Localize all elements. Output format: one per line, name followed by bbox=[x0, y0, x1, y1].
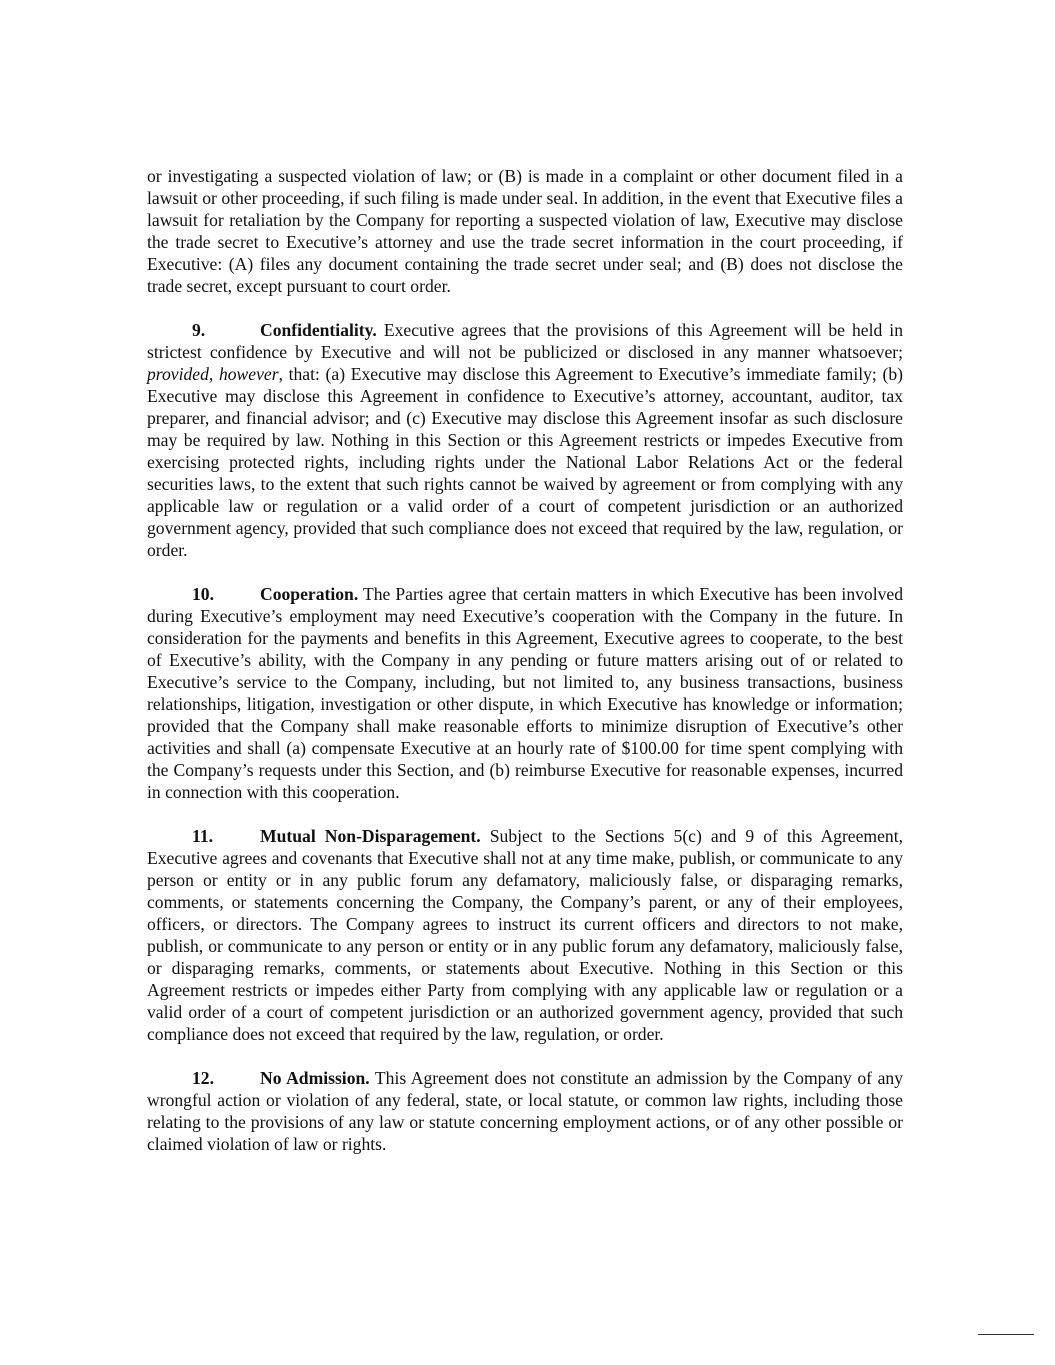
section-text: This Agreement does not constitute an admission by the Company of any wrongful action or violation of any federal, state, or local statute, or common law rights, including those relating to the provisions of any law or statute concerning employment actions, or of any other possible or claimed violation of law or rights. bbox=[147, 1068, 903, 1154]
section-cooperation bbox=[147, 583, 903, 803]
section-text: , that: (a) Executive may disclose this Agreement to Executive’s immediate family; (b) Executive may disclose this Agreement in confidence to Executive’s attorney, accountant, auditor, tax preparer, and financial advisor; and (c) Executive may disclose this Agreement insofar as such disclosure may be required by law. Nothing in this Section or this Agreement restricts or impedes Executive from exercising protected rights, including rights under the National Labor Relations Act or the federal securities laws, to the extent that such rights cannot be waived by agreement or from complying with any applicable law or regulation or a valid order of a court of competent jurisdiction or an authorized government agency, provided that such compliance does not exceed that required by the law, regulation, or order. bbox=[147, 364, 903, 560]
footer-rule bbox=[978, 1334, 1034, 1335]
section-number: 10. bbox=[192, 584, 214, 604]
section-heading: Mutual Non-Disparagement. bbox=[260, 826, 481, 846]
section-text: Subject to the Sections 5(c) and 9 of this Agreement, Executive agrees and covenants that Executive shall not at any time make, publish, or communicate to any person or entity or in any public forum any defamatory, maliciously false, or disparaging remarks, comments, or statements concerning the Company, the Company’s parent, or any of their employees, officers, or directors. The Company agrees to instruct its current officers and directors to not make, publish, or communicate to any person or entity or in any public forum any defamatory, maliciously false, or disparaging remarks, comments, or statements about Executive. Nothing in this Section or this Agreement restricts or impedes either Party from complying with any applicable law or regulation or a valid order of a court of competent jurisdiction or an authorized government agency, provided that such compliance does not exceed that required by the law, regulation, or order. bbox=[147, 826, 903, 1044]
section-italic-text: provided, however bbox=[147, 364, 279, 384]
section-mutual-non-disparagement bbox=[147, 825, 903, 1045]
section-confidentiality bbox=[147, 319, 903, 561]
section-heading: Cooperation. bbox=[260, 584, 359, 604]
section-text: Executive agrees that the provisions of this Agreement will be held in strictest confidence by Executive and will not be publicized or disclosed in any manner whatsoever; bbox=[147, 320, 903, 362]
section-heading: No Admission. bbox=[260, 1068, 370, 1088]
document-body bbox=[147, 165, 903, 1177]
section-heading: Confidentiality. bbox=[260, 320, 377, 340]
section-number: 11. bbox=[192, 826, 214, 846]
section-text: The Parties agree that certain matters in which Executive has been involved during Executive’s employment may need Executive’s cooperation with the Company in the future. In consideration for the payments and benefits in this Agreement, Executive agrees to cooperate, to the best of Executive’s ability, with the Company in any pending or future matters arising out of or related to Executive’s service to the Company, including, but not limited to, any business transactions, business relationships, litigation, investigation or other dispute, in which Executive has knowledge or information; provided that the Company shall make reasonable efforts to minimize disruption of Executive’s other activities and shall (a) compensate Executive at an hourly rate of $100.00 for time spent complying with the Company’s requests under this Section, and (b) reimburse Executive for reasonable expenses, incurred in connection with this cooperation. bbox=[147, 584, 903, 802]
section-number: 12. bbox=[192, 1068, 214, 1088]
section-number: 9. bbox=[192, 320, 206, 340]
continuation-paragraph: or investigating a suspected violation of law; or (B) is made in a complaint or other document filed in a lawsuit or other proceeding, if such filing is made under seal. In addition, in the event that Executive files a lawsuit for retaliation by the Company for reporting a suspected violation of law, Executive may disclose the trade secret to Executive’s attorney and use the trade secret information in the court proceeding, if Executive: (A) files any document containing the trade secret under seal; and (B) does not disclose the trade secret, except pursuant to court order. bbox=[147, 166, 903, 296]
section-no-admission bbox=[147, 1067, 903, 1155]
